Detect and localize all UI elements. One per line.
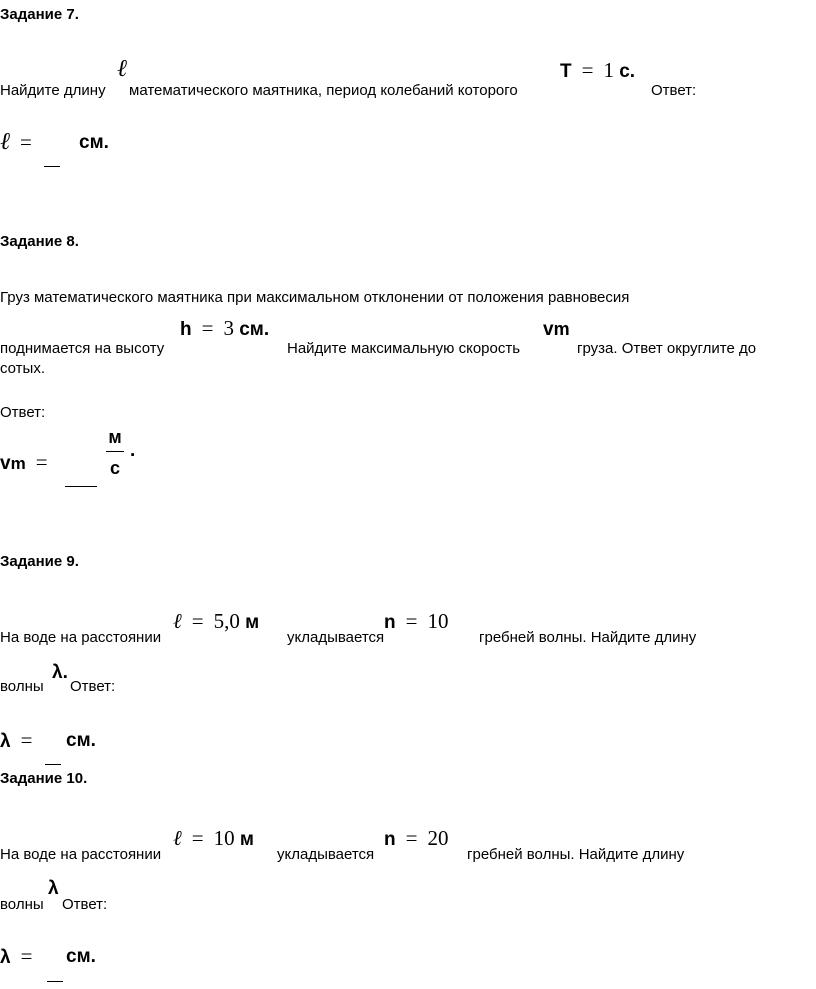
task10-answer-formula: λ = (0, 944, 33, 968)
task8-line2-start: поднимается на высоту (0, 340, 165, 357)
task10-lambda-symbol: λ (48, 878, 59, 899)
task10-text-end: гребней волны. Найдите длину (467, 846, 685, 863)
task8-answer-label: Ответ: (0, 404, 46, 421)
task7-title: Задание 7. (0, 6, 79, 23)
task10-answer-blank[interactable] (47, 981, 63, 982)
task9-title: Задание 9. (0, 553, 79, 570)
task8-given-height: h = 3 см. (180, 316, 270, 340)
task7-answer-formula: ℓ = (0, 129, 32, 155)
task9-answer-label: Ответ: (70, 678, 116, 695)
task9-given-count: n = 10 (384, 609, 449, 633)
task8-unit-numerator: м (108, 427, 122, 447)
task7-text-before: Найдите длину (0, 82, 106, 99)
task8-title: Задание 8. (0, 233, 79, 250)
task8-answer-formula: vm = (0, 450, 48, 474)
task9-text-end: гребней волны. Найдите длину (479, 629, 697, 646)
task8-line2-mid: Найдите максимальную скорость (287, 340, 521, 357)
task8-answer-blank[interactable] (65, 486, 97, 487)
task9-lambda-symbol: λ. (52, 662, 68, 683)
task8-line2-end: груза. Ответ округлите до (577, 340, 757, 357)
task8-line1: Груз математического маятника при максимальном отклонении от положения равновесия (0, 289, 630, 306)
task9-answer-formula: λ = (0, 728, 33, 752)
task10-text-wave: волны (0, 896, 44, 913)
task10-text-mid: укладывается (277, 846, 375, 863)
task9-given-distance: ℓ = 5,0 м (173, 609, 260, 633)
task7-answer-label: Ответ: (651, 82, 697, 99)
task10-answer-unit: см. (66, 946, 96, 967)
task9-text-mid: укладывается (287, 629, 385, 646)
task9-answer-blank[interactable] (45, 764, 61, 765)
task9-text-wave: волны (0, 678, 44, 695)
task7-length-symbol: ℓ (117, 56, 127, 82)
task10-answer-label: Ответ: (62, 896, 108, 913)
task10-given-distance: ℓ = 10 м (173, 826, 254, 850)
task10-title: Задание 10. (0, 770, 88, 787)
task8-unit-denominator: с (109, 458, 120, 478)
task8-line3: сотых. (0, 360, 45, 377)
task10-text-start: На воде на расстоянии (0, 846, 162, 863)
task8-answer-dot: . (130, 440, 136, 461)
task9-text-start: На воде на расстоянии (0, 629, 162, 646)
task7-given-period: T = 1 c. (560, 58, 636, 82)
task8-vm-symbol: vm (543, 319, 570, 340)
task7-answer-unit: см. (79, 132, 109, 153)
task7-text-middle: математического маятника, период колебаний которого (129, 82, 518, 99)
task10-given-count: n = 20 (384, 826, 449, 850)
task9-answer-unit: см. (66, 730, 96, 751)
task8-unit-fraction-bar (106, 451, 124, 452)
task7-answer-blank[interactable] (44, 166, 60, 167)
